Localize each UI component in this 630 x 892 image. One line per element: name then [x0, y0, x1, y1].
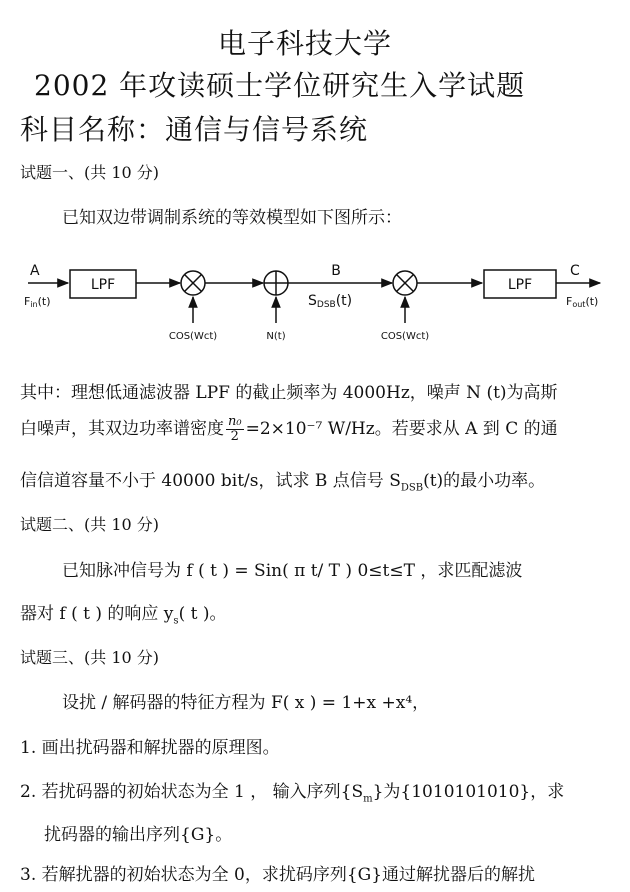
- label-b: B: [331, 263, 341, 279]
- adder-icon: [264, 271, 288, 295]
- sdsb-label: SDSB(t): [308, 293, 353, 310]
- q3-item3: 3. 若解扰器的初始状态为全 0，求扰码序列{G}通过解扰器后的解扰: [20, 865, 536, 885]
- q2-line1: 已知脉冲信号为 f ( t ) = Sin( π t/ T ) 0≤t≤T ，求匹配滤波: [62, 561, 523, 581]
- cos1-label: COS(Wct): [168, 331, 218, 342]
- q3-heading: 试题三、(共 10 分): [20, 648, 160, 667]
- cos2-label: COS(Wct): [380, 331, 430, 342]
- q1-heading: 试题一、(共 10 分): [20, 163, 160, 182]
- lpf2-label: LPF: [507, 277, 533, 293]
- q1-line3: 信信道容量不小于 40000 bit/s，试求 B 点信号 $S_{DSB}(t)$的最小功率。: [20, 471, 546, 494]
- dsb-system-diagram: [0, 255, 630, 355]
- subject-name: 科目名称：通信与信号系统: [20, 113, 369, 146]
- q2-line2: 器对 f ( t ) 的响应 $y_s$( t )。: [20, 604, 227, 627]
- noise-density-fraction: $\frac{\text{n₀}}{2}$: [228, 414, 242, 444]
- q3-intro: 设扰 / 解码器的特征方程为 F( x ) = 1+x +x⁴，: [62, 693, 430, 713]
- exam-title: 2002 年攻读硕士学位研究生入学试题: [34, 69, 526, 102]
- q1-line1: 其中：理想低通滤波器 LPF 的截止频率为 4000Hz，噪声 N (t)为高斯: [20, 383, 558, 403]
- q1-line2: 白噪声，其双边功率谱密度 $\frac{\text{n₀}}{2}$ =2×10⁻⁷ W/Hz。若要求从 A 到 C 的通: [20, 414, 558, 444]
- q2-heading: 试题二、(共 10 分): [20, 515, 160, 534]
- fin-label: Fin(t): [24, 295, 51, 309]
- q1-intro: 已知双边带调制系统的等效模型如下图所示：: [62, 208, 402, 228]
- lpf1-label: LPF: [90, 277, 116, 293]
- multiplier2-icon: [393, 271, 417, 295]
- multiplier1-icon: [181, 271, 205, 295]
- noise-label: N(t): [266, 331, 286, 342]
- q3-item2-cont: 扰码器的输出序列{G}。: [44, 825, 233, 845]
- label-c: C: [570, 263, 580, 279]
- label-a: A: [30, 263, 40, 279]
- q3-item1: 1. 画出扰码器和解扰器的原理图。: [20, 738, 280, 758]
- q3-item2: 2. 若扰码器的初始状态为全 1 ， 输入序列$\{S_m\}$为{1010101010}，求: [20, 782, 565, 805]
- university-name: 电子科技大学: [218, 27, 393, 60]
- fout-label: Fout(t): [566, 295, 599, 309]
